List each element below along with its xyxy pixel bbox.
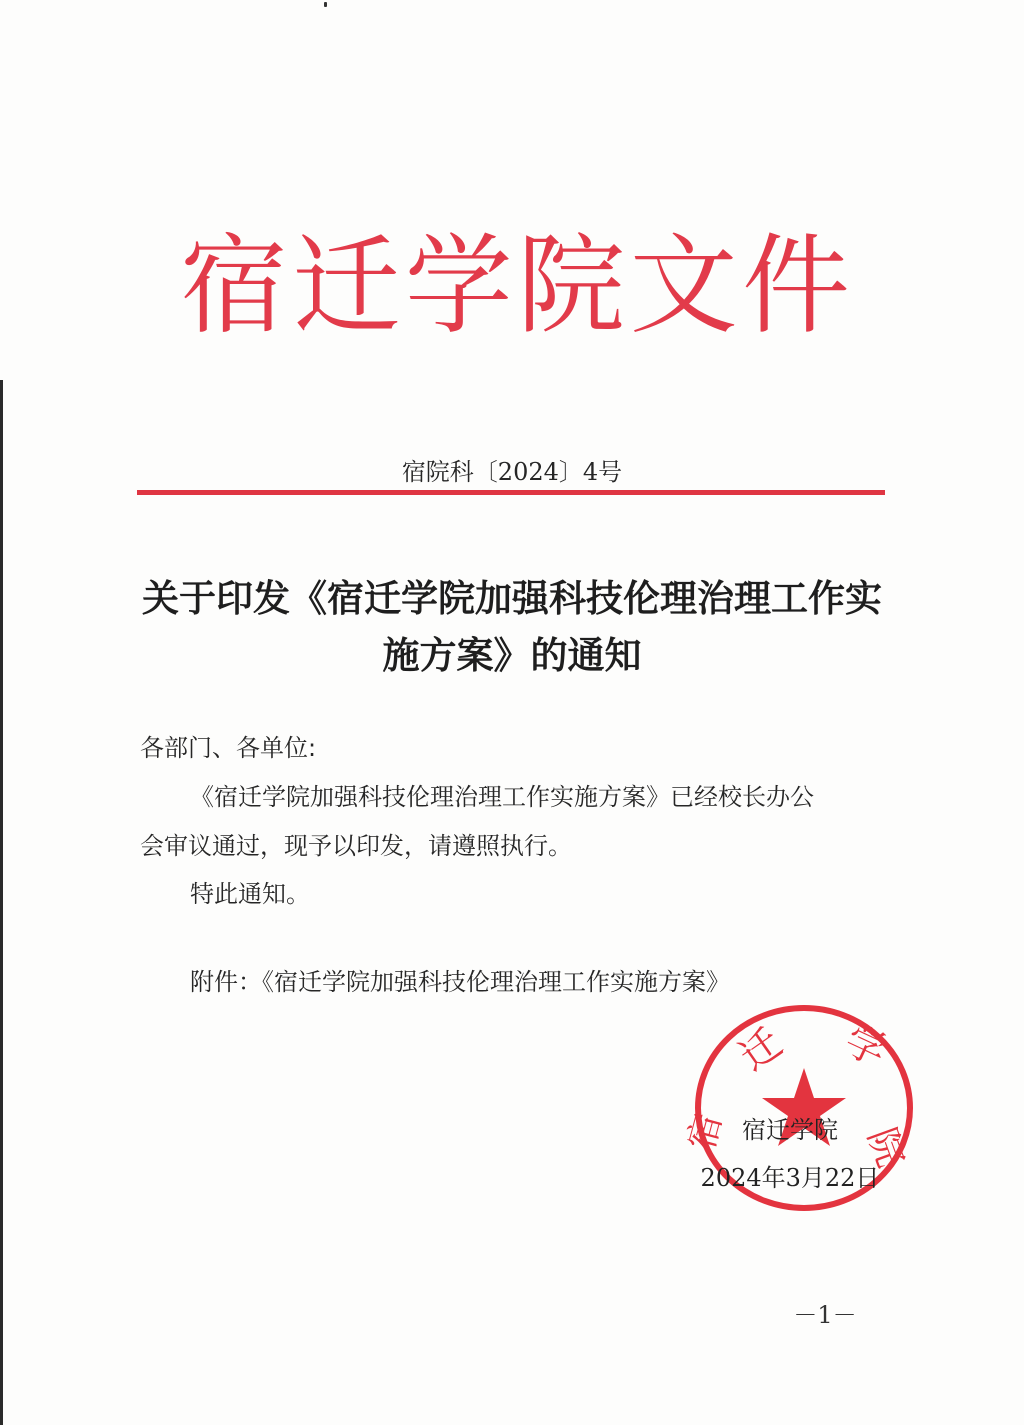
notice-title [130, 570, 894, 684]
document-header-title [180, 222, 850, 352]
signature-org: 宿迁学院 [742, 1116, 838, 1144]
svg-text:迁: 迁 [731, 1019, 791, 1081]
body-paragraph-line-1: 《宿迁学院加强科技伦理治理工作实施方案》已经校长办公 [190, 783, 814, 811]
scan-speck [324, 2, 327, 7]
signature-date: 2024年3月22日 [700, 1164, 880, 1192]
header-char-1: 宿 [180, 224, 289, 349]
notice-title-line-1: 关于印发《宿迁学院加强科技伦理治理工作实 [142, 576, 882, 620]
body-paragraph-line-2: 会审议通过，现予以印发，请遵照执行。 [140, 832, 572, 860]
closing-text: 特此通知。 [190, 880, 310, 908]
svg-text:宿: 宿 [681, 1108, 731, 1155]
salutation: 各部门、各单位: [140, 734, 317, 762]
svg-text:院: 院 [859, 1122, 914, 1173]
scan-edge-shadow [0, 380, 3, 1425]
attachment-line: 附件：《宿迁学院加强科技伦理治理工作实施方案》 [190, 968, 730, 996]
svg-text:学: 学 [837, 1017, 894, 1076]
header-red-rule [137, 490, 885, 495]
header-char-5: 文 [629, 224, 738, 349]
header-char-6: 件 [741, 224, 850, 349]
page-number: －1－ [793, 1301, 857, 1329]
header-char-3: 学 [404, 224, 513, 349]
document-number: 宿院科〔2024〕4号 [401, 458, 623, 486]
header-char-2: 迁 [292, 224, 401, 349]
notice-title-line-2: 施方案》的通知 [382, 633, 642, 677]
header-char-4: 院 [517, 224, 626, 349]
